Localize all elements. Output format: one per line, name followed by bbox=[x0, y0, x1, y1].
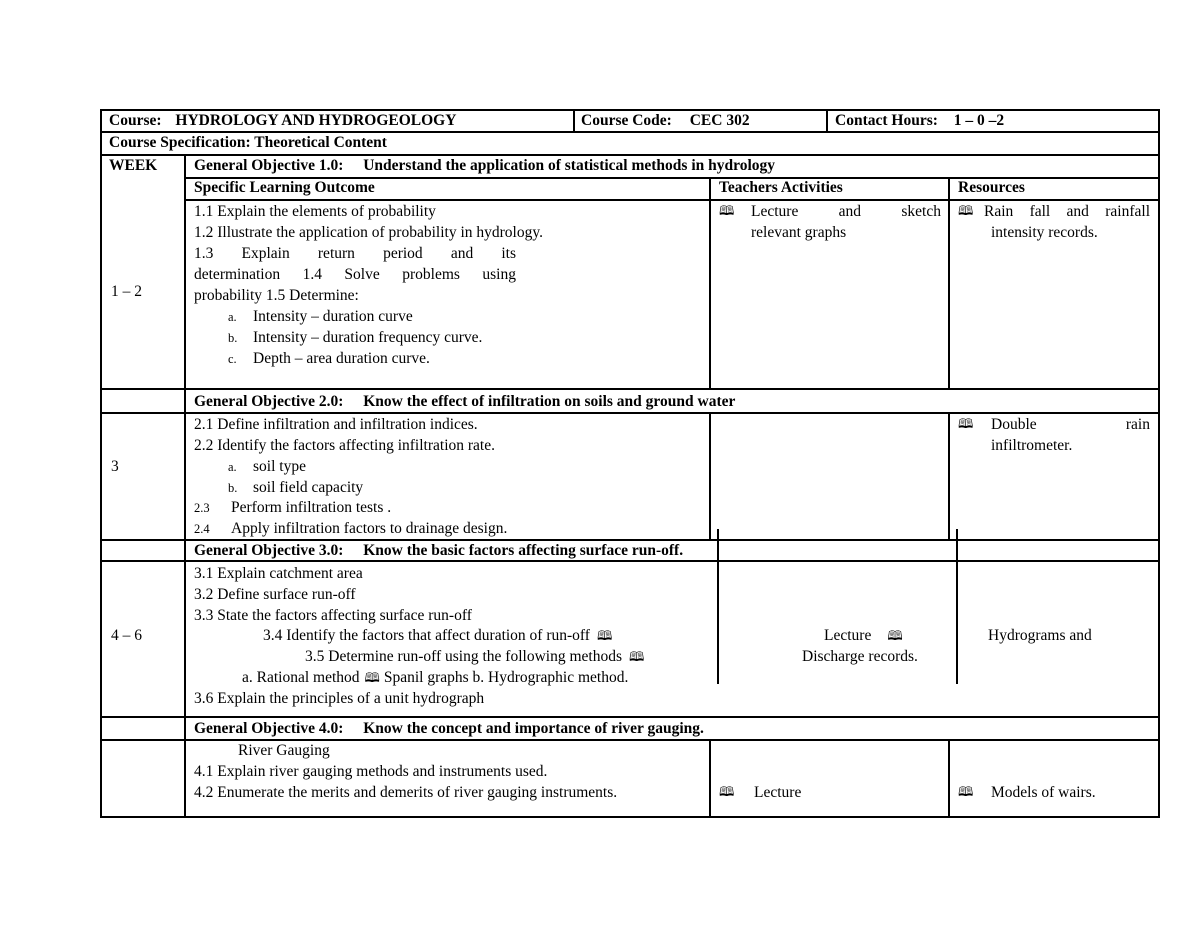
list-marker: b. bbox=[228, 481, 238, 495]
week-cell: 1 – 2 bbox=[111, 283, 142, 300]
column-divider bbox=[948, 739, 950, 818]
column-divider bbox=[709, 412, 711, 541]
book-icon: 🕮 bbox=[958, 785, 974, 800]
sub-item-text: soil type bbox=[253, 458, 306, 475]
activity-text: Lecture bbox=[754, 784, 802, 801]
course-code bbox=[581, 111, 750, 132]
outcome-item: 1.1 Explain the elements of probability bbox=[194, 203, 436, 220]
sub-item bbox=[228, 478, 363, 499]
outcome-item bbox=[242, 668, 628, 690]
table-right-border bbox=[1158, 109, 1160, 818]
sub-item-text: soil field capacity bbox=[253, 479, 364, 496]
resource-text: Rain fall and rainfall bbox=[984, 203, 1150, 220]
activity-label: Lecture bbox=[824, 627, 872, 644]
outcome-text: 3.4 Identify the factors that affect duration of run-off bbox=[263, 627, 590, 644]
list-marker: a. bbox=[228, 310, 237, 324]
resources-column-header: Resources bbox=[958, 179, 1025, 196]
hours-value: 1 – 0 –2 bbox=[953, 112, 1005, 129]
book-icon: 🕮 bbox=[719, 204, 735, 219]
general-objective-2 bbox=[194, 392, 735, 413]
outcome-item: River Gauging bbox=[238, 742, 330, 759]
hours-label: Contact Hours: bbox=[835, 112, 938, 129]
table-left-border bbox=[100, 109, 102, 818]
outcome-item: 3.6 Explain the principles of a unit hydrograph bbox=[194, 690, 485, 707]
week-column-divider bbox=[184, 154, 186, 818]
code-label: Course Code: bbox=[581, 112, 672, 129]
activity-text bbox=[824, 626, 909, 648]
objective-text: Know the effect of infiltration on soils and ground water bbox=[363, 393, 736, 410]
activities-column-header: Teachers Activities bbox=[719, 179, 843, 196]
course-title bbox=[109, 111, 456, 132]
outcome-item: 3.3 State the factors affecting surface run-off bbox=[194, 607, 472, 624]
objective-text: Understand the application of statistical methods in hydrology bbox=[363, 157, 776, 174]
sub-item-text: Intensity – duration frequency curve. bbox=[253, 329, 483, 346]
objective-label: General Objective 2.0: bbox=[194, 393, 344, 410]
sub-item-text: Intensity – duration curve bbox=[253, 308, 413, 325]
sub-item-text: Depth – area duration curve. bbox=[253, 350, 430, 367]
sub-item bbox=[228, 307, 413, 328]
week-cell: 4 – 6 bbox=[111, 627, 142, 644]
objective-text: Know the basic factors affecting surface run-off. bbox=[363, 542, 684, 559]
outcome-text: a. Rational method bbox=[242, 669, 360, 686]
outcome-text: 3.5 Determine run-off using the following methods bbox=[305, 648, 622, 665]
outcome-item: 4.1 Explain river gauging methods and instruments used. bbox=[194, 763, 548, 780]
list-marker: c. bbox=[228, 352, 237, 366]
sub-item bbox=[228, 328, 482, 349]
sub-item bbox=[194, 498, 391, 519]
outcome-item: 3.2 Define surface run-off bbox=[194, 586, 356, 603]
spec-title: Course Specification: Theoretical Content bbox=[109, 134, 387, 151]
column-divider-offset bbox=[956, 529, 958, 684]
book-icon: 🕮 bbox=[364, 671, 380, 686]
outcome-item bbox=[305, 647, 650, 669]
week-header: WEEK bbox=[109, 157, 158, 174]
row-divider bbox=[100, 388, 1160, 390]
outcome-text: Spanil graphs b. Hydrographic method. bbox=[383, 669, 629, 686]
sub-item bbox=[194, 519, 507, 540]
sub-item-text: Perform infiltration tests . bbox=[231, 499, 392, 516]
row-divider bbox=[185, 199, 1160, 201]
outcome-item: 1.3 Explain return period and its bbox=[194, 245, 516, 262]
outcome-item: determination 1.4 Solve problems using bbox=[194, 266, 516, 283]
objective-text: Know the concept and importance of river gauging. bbox=[363, 720, 704, 737]
column-divider bbox=[948, 177, 950, 390]
resource-text: intensity records. bbox=[991, 224, 1098, 241]
objective-label: General Objective 3.0: bbox=[194, 542, 344, 559]
column-divider bbox=[948, 412, 950, 541]
sub-item-text: Apply infiltration factors to drainage design. bbox=[231, 520, 508, 537]
resource-text: Double rain bbox=[991, 416, 1150, 433]
outcome-item: 2.1 Define infiltration and infiltration indices. bbox=[194, 416, 478, 433]
course-label: Course: bbox=[109, 112, 162, 129]
outcome-item: 4.2 Enumerate the merits and demerits of river gauging instruments. bbox=[194, 784, 618, 801]
list-marker: b. bbox=[228, 331, 238, 345]
outcome-item: 3.1 Explain catchment area bbox=[194, 565, 363, 582]
outcome-item: 1.2 Illustrate the application of probability in hydrology. bbox=[194, 224, 543, 241]
outcome-column-header: Specific Learning Outcome bbox=[194, 179, 375, 196]
resource-text: infiltrometer. bbox=[991, 437, 1073, 454]
book-icon: 🕮 bbox=[958, 204, 974, 219]
list-marker: 2.4 bbox=[194, 522, 210, 536]
week-cell: 3 bbox=[111, 458, 119, 475]
header-divider bbox=[826, 109, 828, 133]
row-divider bbox=[100, 716, 1160, 718]
resource-text: Models of wairs. bbox=[991, 784, 1096, 801]
sub-item bbox=[228, 349, 430, 370]
outcome-item bbox=[263, 626, 618, 648]
outcome-item: 2.2 Identify the factors affecting infiltration rate. bbox=[194, 437, 495, 454]
general-objective-1 bbox=[194, 156, 775, 177]
outcome-item: probability 1.5 Determine: bbox=[194, 287, 359, 304]
sub-item bbox=[228, 457, 306, 478]
book-icon: 🕮 bbox=[628, 650, 645, 665]
activity-text: Lecture and sketch bbox=[751, 203, 941, 220]
book-icon: 🕮 bbox=[596, 629, 613, 644]
list-marker: 2.3 bbox=[194, 501, 210, 515]
header-divider bbox=[573, 109, 575, 133]
code-value: CEC 302 bbox=[689, 112, 750, 129]
table-bottom-border bbox=[100, 816, 1160, 818]
column-divider bbox=[709, 739, 711, 818]
book-icon: 🕮 bbox=[719, 785, 735, 800]
book-icon: 🕮 bbox=[887, 629, 903, 644]
general-objective-4 bbox=[194, 719, 704, 740]
course-value: HYDROLOGY AND HYDROGEOLOGY bbox=[175, 112, 457, 129]
book-icon: 🕮 bbox=[958, 417, 974, 432]
resource-text: Hydrograms and bbox=[988, 627, 1092, 644]
contact-hours bbox=[835, 111, 1004, 132]
objective-label: General Objective 4.0: bbox=[194, 720, 344, 737]
general-objective-3 bbox=[194, 541, 683, 562]
activity-text: Discharge records. bbox=[802, 648, 918, 665]
activity-text: relevant graphs bbox=[751, 224, 847, 241]
column-divider bbox=[709, 177, 711, 390]
column-divider-offset bbox=[717, 529, 719, 684]
objective-label: General Objective 1.0: bbox=[194, 157, 344, 174]
list-marker: a. bbox=[228, 460, 237, 474]
